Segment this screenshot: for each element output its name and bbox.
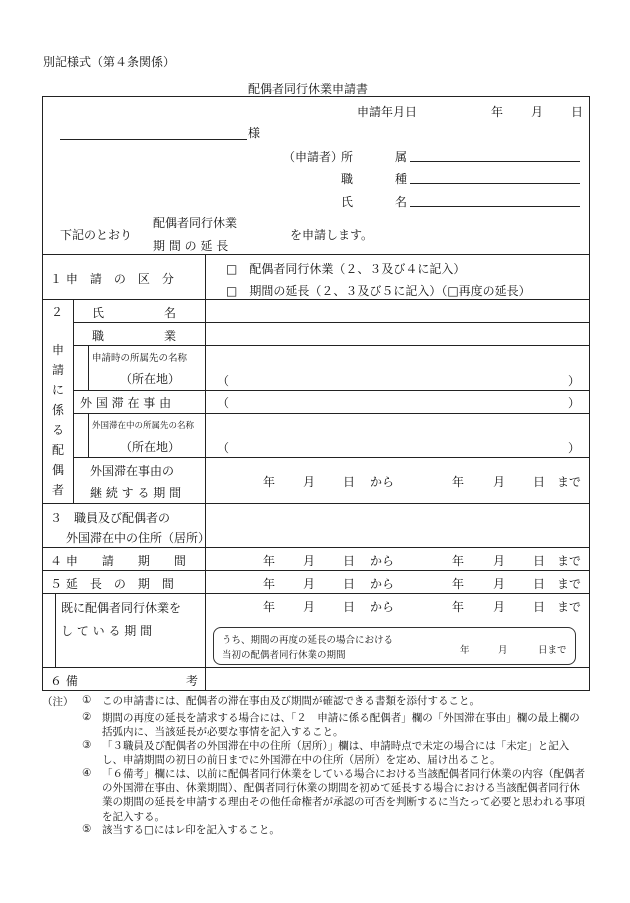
date-month: 月 — [531, 105, 544, 119]
affiliation-abroad-label: 外国滞在中の所属先の名称 — [92, 421, 195, 431]
period-month: 月 — [493, 577, 506, 591]
note-text: 「６備考」欄には、以前に配偶者同行休業をしている場合における当該配偶者同行休業の内容（配偶者の外国滞在事由、休業期間）、配偶者同行休業の期間を初めて延長する場合における当該配偶者同行休業の期間の延長を申請する理由その他任命権者が承認の可否を判断するに当たって必要と思われる事項を記入する。 — [102, 768, 585, 823]
choice-leave[interactable]: □ 配偶者同行休業（２、３及び４に記入） — [226, 262, 466, 276]
bracket-text-2: 当初の配偶者同行休業の期間 — [222, 650, 346, 661]
section2-vertical-label — [50, 340, 66, 500]
paren-open: （ — [217, 374, 230, 388]
period-day: 日 — [343, 577, 356, 591]
paren-close: ） — [568, 441, 581, 455]
option-leave: 配偶者同行休業 — [153, 216, 238, 230]
location-label-2: （所在地） — [120, 440, 181, 454]
bracket-year: 年 — [460, 645, 470, 656]
period-day: 日 — [343, 600, 356, 614]
period-year: 年 — [452, 577, 465, 591]
paren-open: （ — [217, 441, 230, 455]
affiliation-at-application-label: 申請時の所属先の名称 — [92, 353, 188, 364]
note-text: 期間の再度の延長を請求する場合には、「２ 申請に係る配偶者」欄の「外国滞在事由」欄の最上欄の括弧内に、当該延長が必要な事情を記入すること。 — [102, 712, 580, 739]
period-day: 日 — [533, 554, 546, 568]
period-year: 年 — [452, 554, 465, 568]
paren-open: （ — [217, 396, 230, 410]
job-field[interactable] — [410, 183, 580, 184]
vertical-char: 請 — [51, 363, 64, 377]
continuation-label-1: 外国滞在事由の — [90, 464, 175, 478]
period-year: 年 — [263, 554, 276, 568]
period-until: まで — [557, 600, 582, 614]
period-year: 年 — [452, 600, 465, 614]
affiliation-field[interactable] — [410, 161, 580, 162]
section3-label-1: ３ 職員及び配偶者の — [50, 511, 171, 525]
period-month: 月 — [493, 475, 506, 489]
job-label-b: 種 — [395, 172, 408, 186]
section6-label-b: 考 — [186, 674, 199, 688]
period-month: 月 — [303, 600, 316, 614]
vertical-char: に — [51, 383, 64, 397]
section5-label: ５ 延 長 の 期 間 — [50, 577, 174, 591]
note-number: ④ — [82, 767, 92, 779]
period-year: 年 — [263, 475, 276, 489]
option-extension: 期 間 の 延 長 — [153, 239, 229, 253]
period-from: から — [370, 475, 395, 489]
applicant-label: （申請者） — [283, 150, 344, 164]
form-title: 配偶者同行休業申請書 — [248, 82, 369, 96]
note-number: ③ — [82, 739, 92, 751]
name-field[interactable] — [410, 206, 580, 207]
section6-label-a: ６ 備 — [50, 674, 78, 688]
period-until: まで — [557, 554, 582, 568]
table-top-border — [42, 96, 590, 97]
job-label-a: 職 — [341, 172, 354, 186]
period-year: 年 — [263, 600, 276, 614]
period-day: 日 — [343, 475, 356, 489]
bracket-until: 日まで — [538, 645, 567, 656]
period-from: から — [370, 554, 395, 568]
section3-label-2: 外国滞在中の住所（居所） — [66, 531, 211, 545]
continuation-label-2: 継 続 す る 期 間 — [90, 486, 182, 500]
vertical-char: 申 — [51, 343, 64, 357]
section4-label: ４ 申 請 期 間 — [50, 554, 186, 568]
affiliation-label-a: 所 — [341, 150, 354, 164]
period-from: から — [370, 600, 395, 614]
period-day: 日 — [533, 600, 546, 614]
vertical-char: 者 — [51, 483, 64, 497]
affiliation-label-b: 属 — [395, 150, 408, 164]
vertical-char: 係 — [51, 403, 64, 417]
period-from: から — [370, 577, 395, 591]
period-year: 年 — [452, 475, 465, 489]
vertical-char: 偶 — [51, 463, 64, 477]
bracket-text-1: うち、期間の再度の延長の場合における — [222, 635, 394, 646]
notes-prefix: （注） — [42, 696, 74, 708]
location-label: （所在地） — [120, 372, 181, 386]
note-number: ② — [82, 711, 92, 723]
period-until: まで — [557, 475, 582, 489]
note-text: 「３職員及び配偶者の外国滞在中の住所（居所）」欄は、申請時点で未定の場合には「未定」と記入し、申請期間の初日の前日までに外国滞在中の住所（居所）を定め、届け出ること。 — [102, 740, 570, 767]
spouse-name-label: 氏 名 — [92, 306, 177, 320]
bracket-month: 月 — [498, 645, 508, 656]
note-number: ⑤ — [82, 823, 92, 835]
date-year: 年 — [491, 105, 504, 119]
choice-extension[interactable]: □ 期間の延長（２、３及び５に記入）（□再度の延長） — [226, 284, 531, 298]
addressee-field[interactable] — [60, 139, 247, 140]
table-right-border — [589, 96, 590, 690]
name-label-a: 氏 — [341, 195, 354, 209]
period-month: 月 — [493, 600, 506, 614]
period-until: まで — [557, 577, 582, 591]
date-day: 日 — [571, 105, 584, 119]
period-month: 月 — [303, 577, 316, 591]
name-label-b: 名 — [395, 195, 408, 209]
period-month: 月 — [493, 554, 506, 568]
note-number: ① — [82, 694, 92, 706]
section2-number: ２ — [51, 305, 64, 319]
table-left-border — [42, 96, 43, 690]
form-reference: 別記様式（第４条関係） — [43, 55, 176, 69]
period-day: 日 — [343, 554, 356, 568]
stay-reason-label: 外 国 滞 在 事 由 — [80, 396, 172, 410]
paren-close: ） — [568, 374, 581, 388]
current-leave-label-1: 既に配偶者同行休業を — [61, 601, 182, 615]
current-leave-label-2: し て い る 期 間 — [61, 624, 153, 638]
paren-close: ） — [568, 396, 581, 410]
period-year: 年 — [263, 577, 276, 591]
period-month: 月 — [303, 475, 316, 489]
note-text: 該当する□にはレ印を記入すること。 — [102, 824, 280, 836]
table-bottom-border — [42, 690, 590, 691]
vertical-char: 配 — [51, 443, 64, 457]
addressee-suffix: 様 — [248, 126, 261, 140]
intro-prefix: 下記のとおり — [60, 228, 133, 242]
period-month: 月 — [303, 554, 316, 568]
date-label: 申請年月日 — [357, 105, 418, 119]
section1-label: １ 申 請 の 区 分 — [50, 272, 174, 286]
spouse-occupation-label: 職 業 — [92, 329, 177, 343]
vertical-char: る — [51, 423, 64, 437]
period-day: 日 — [533, 577, 546, 591]
period-day: 日 — [533, 475, 546, 489]
intro-suffix: を申請します。 — [290, 228, 374, 242]
note-text: この申請書には、配偶者の滞在事由及び期間が確認できる書類を添付すること。 — [102, 695, 480, 707]
